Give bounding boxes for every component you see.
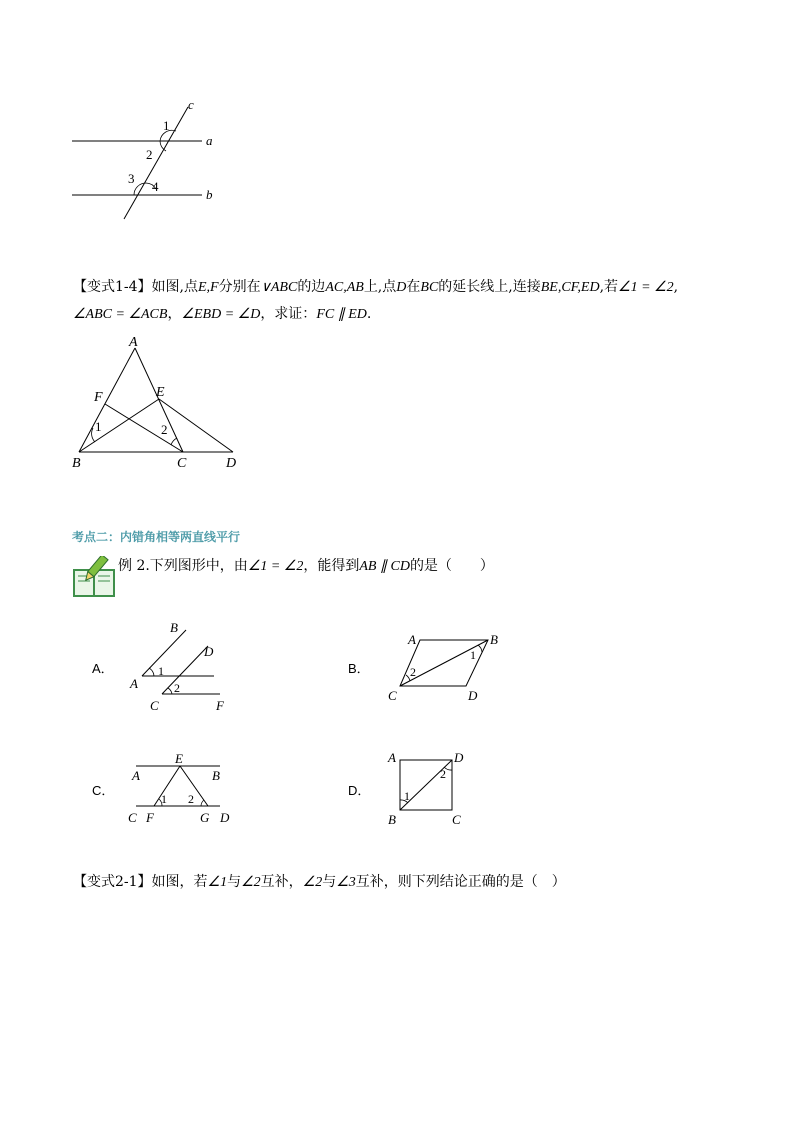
option-d-label[interactable]: D． [348, 783, 371, 798]
text: ，能得到 [303, 558, 360, 574]
segment-ef [154, 766, 180, 806]
angle-label-2: 2 [440, 767, 446, 781]
option-c-label[interactable]: C． [92, 783, 115, 798]
variant-2-1 [73, 872, 566, 893]
angle-arc-1 [149, 668, 154, 676]
math-bc: BC [420, 280, 439, 295]
math-angle-1: ∠1 [207, 875, 228, 890]
label-a: A [130, 676, 138, 691]
math-angle-2b: ∠2 [302, 875, 323, 890]
label-b: B [490, 632, 498, 647]
label-c: C [128, 810, 137, 825]
text: 在 [406, 279, 421, 295]
math-ef: E,F [198, 280, 219, 295]
variant-1-4-line1 [73, 277, 678, 298]
label-b: B [388, 812, 396, 827]
math-ebd-d: ∠EBD = ∠D [181, 307, 261, 322]
topic-heading: 考点二：内错角相等两直线平行 [72, 530, 241, 544]
math-ab-cd: AB ∥ CD [359, 559, 410, 574]
angle-label-2: 2 [188, 792, 194, 806]
vertex-d: D [226, 456, 237, 471]
label-e: E [175, 751, 183, 766]
segment-ab [79, 348, 135, 452]
option-a-label[interactable]: A． [92, 661, 114, 676]
figure-parallel-lines [60, 95, 230, 225]
label-a: A [132, 768, 140, 783]
label-f: F [146, 810, 154, 825]
angle-label-4: 4 [152, 179, 159, 194]
text: 互补，则下列结论正确的是（ ） [355, 874, 566, 890]
label-d: D [220, 810, 230, 825]
label-c: C [388, 688, 397, 703]
text: 如图,点 [151, 279, 198, 295]
label-c: C [150, 698, 159, 713]
vertex-f: F [94, 390, 103, 405]
variant-tag: 【变式1-4】 [73, 279, 152, 295]
text: 的延长线上,连接 [438, 279, 541, 295]
angle-label-2: 2 [410, 665, 416, 679]
line-cd [162, 646, 208, 694]
text: 与 [227, 874, 242, 890]
math-segments: BE,CF,ED [540, 280, 600, 295]
angle-arc-1 [478, 645, 482, 652]
label-f: F [216, 698, 224, 713]
angle-label-1: 1 [95, 419, 102, 434]
angle-label-1: 1 [470, 648, 476, 662]
angle-label-2: 2 [174, 681, 180, 695]
label-a: A [408, 632, 416, 647]
angle-label-1: 1 [163, 118, 170, 133]
option-b-figure[interactable] [380, 626, 510, 708]
math-fc-ed: FC ∥ ED [316, 307, 367, 322]
text: ，求证： [260, 306, 317, 322]
math-angle-eq: ∠1 = ∠2 [618, 280, 674, 295]
label-g: G [200, 810, 210, 825]
text: 上,点 [363, 279, 397, 295]
angle-arc-2 [168, 688, 172, 694]
angle-label-1: 1 [158, 664, 164, 678]
vertex-a: A [129, 335, 138, 350]
option-c-figure[interactable] [124, 748, 244, 828]
angle-label-1: 1 [404, 789, 410, 803]
math-sides: AC,AB [325, 280, 364, 295]
text: 与 [322, 874, 337, 890]
text: 互补， [260, 874, 303, 890]
math-d: D [396, 280, 407, 295]
math-angle-2: ∠2 [241, 875, 261, 890]
example-2-question [118, 556, 494, 577]
option-b-label[interactable]: B． [348, 661, 370, 676]
label-b: B [170, 620, 178, 635]
segment-be [79, 399, 159, 452]
label-b: B [212, 768, 220, 783]
math-abc-acb: ∠ABC = ∠ACB [73, 307, 168, 322]
text: 的边 [297, 279, 326, 295]
angle-label-1: 1 [161, 792, 167, 806]
vertex-e: E [156, 385, 165, 400]
vertex-c: C [177, 456, 187, 471]
math-angle-eq: ∠1 = ∠2 [247, 559, 304, 574]
label-c: c [188, 97, 194, 112]
label-a: a [206, 133, 213, 148]
transversal-c [124, 107, 188, 219]
text: . [366, 306, 372, 322]
angle-arc-2 [201, 800, 204, 806]
label-d: D [468, 688, 478, 703]
angle-label-2: 2 [161, 422, 168, 437]
figure-triangle-abcd [65, 330, 255, 475]
math-triangle: ∨ABC [260, 280, 298, 295]
line-ab [142, 630, 186, 676]
text: ,若 [599, 279, 619, 295]
text: 的是（ ） [409, 558, 494, 574]
label-a: A [388, 750, 396, 765]
label-d: D [204, 644, 214, 659]
text: 分别在 [218, 279, 261, 295]
vertex-b: B [72, 456, 81, 471]
text: ， [167, 306, 182, 322]
angle-label-3: 3 [128, 171, 135, 186]
variant-tag: 【变式2-1】 [73, 874, 152, 890]
variant-1-4-line2 [73, 304, 371, 325]
text: 例 2.下列图形中，由 [118, 558, 248, 574]
label-d: D [454, 750, 464, 765]
angle-arc-2 [171, 438, 177, 445]
math-angle-3: ∠3 [336, 875, 356, 890]
label-c: C [452, 812, 461, 827]
option-d-figure[interactable] [384, 746, 474, 828]
label-b: b [206, 187, 213, 202]
book-pen-icon [72, 556, 118, 598]
option-a-figure[interactable] [122, 616, 242, 716]
segment-ac [135, 348, 183, 452]
text: 如图，若 [151, 874, 208, 890]
text: , [673, 279, 679, 295]
angle-label-2: 2 [146, 147, 153, 162]
